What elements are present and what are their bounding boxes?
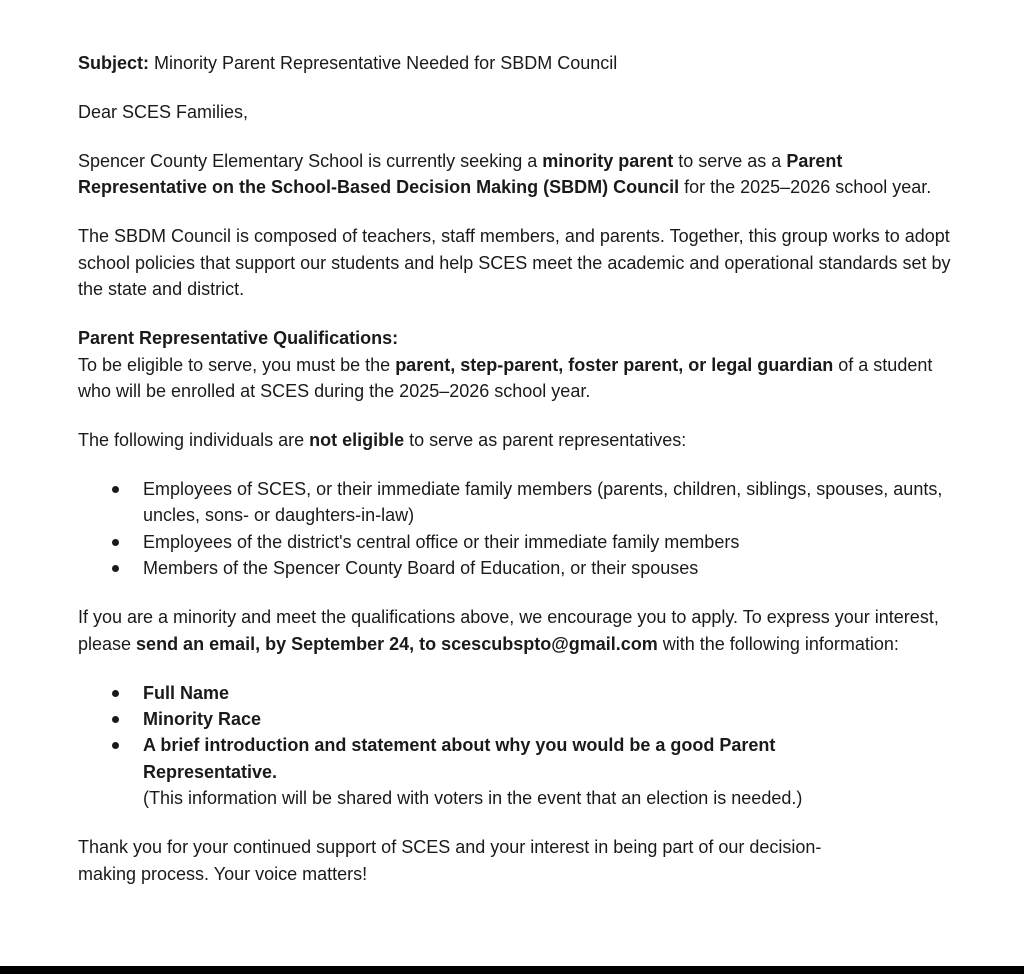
bold-text: send an email, by September 24, to scescubspto@gmail.com bbox=[136, 633, 658, 654]
text: To be eligible to serve, you must be the bbox=[78, 354, 396, 375]
bold-text: minority parent bbox=[542, 151, 674, 171]
apply-paragraph bbox=[78, 604, 958, 657]
text: with the following information: bbox=[657, 633, 899, 654]
qualifications-heading: Parent Representative Qualifications: bbox=[78, 328, 399, 349]
text: The following individuals are bbox=[78, 430, 310, 451]
ineligible-list bbox=[78, 476, 958, 582]
letter-document bbox=[78, 50, 958, 910]
text: Spencer County Elementary School is currently seeking a bbox=[78, 151, 543, 171]
list-item bbox=[143, 732, 958, 811]
bold-text: A brief introduction and statement about why you would be a good Parent Representative. bbox=[143, 735, 776, 782]
list-item: Employees of SCES, or their immediate family members (parents, children, siblings, spouses, aunts, uncles, sons- or daughters-in-law) bbox=[143, 476, 958, 529]
list-item: Employees of the district's central office or their immediate family members bbox=[143, 529, 958, 555]
subject-text: Minority Parent Representative Needed for SBDM Council bbox=[149, 53, 618, 73]
qualifications-paragraph bbox=[78, 325, 958, 404]
subject-line bbox=[78, 50, 958, 76]
bottom-bar bbox=[0, 966, 1024, 974]
text: If you are a minority and meet the qualifications above, we encourage you to apply. To express your interest, please bbox=[78, 607, 939, 654]
ineligible-paragraph bbox=[78, 427, 958, 453]
bold-text: Full Name bbox=[143, 682, 230, 703]
closing-paragraph: Thank you for your continued support of SCES and your interest in being part of our decision-making process. Your voice matters! bbox=[78, 837, 822, 884]
text: to serve as a bbox=[673, 151, 787, 171]
text: for the 2025–2026 school year. bbox=[679, 177, 932, 198]
note-text: (This information will be shared with voters in the event that an election is needed.) bbox=[143, 788, 803, 809]
bold-text: Minority Race bbox=[143, 709, 262, 730]
bold-text: parent, step-parent, foster parent, or legal guardian bbox=[395, 354, 834, 375]
subject-label: Subject: bbox=[78, 53, 150, 73]
bold-text: Parent Representative on the School-Based Decision Making (SBDM) Council bbox=[78, 151, 843, 198]
list-item bbox=[143, 706, 958, 732]
info-list bbox=[78, 680, 958, 812]
council-paragraph: The SBDM Council is composed of teachers, staff members, and parents. Together, this group works to adopt school policies that support our students and help SCES meet the academic and operational standards set by the state and district. bbox=[78, 226, 951, 300]
list-item bbox=[143, 680, 958, 706]
text: of a student who will be enrolled at SCES during the 2025–2026 school year. bbox=[78, 354, 933, 402]
text: to serve as parent representatives: bbox=[404, 430, 687, 451]
greeting: Dear SCES Families, bbox=[78, 102, 249, 122]
intro-paragraph bbox=[78, 148, 958, 201]
bold-text: not eligible bbox=[309, 430, 405, 451]
list-item: Members of the Spencer County Board of Education, or their spouses bbox=[143, 555, 958, 581]
